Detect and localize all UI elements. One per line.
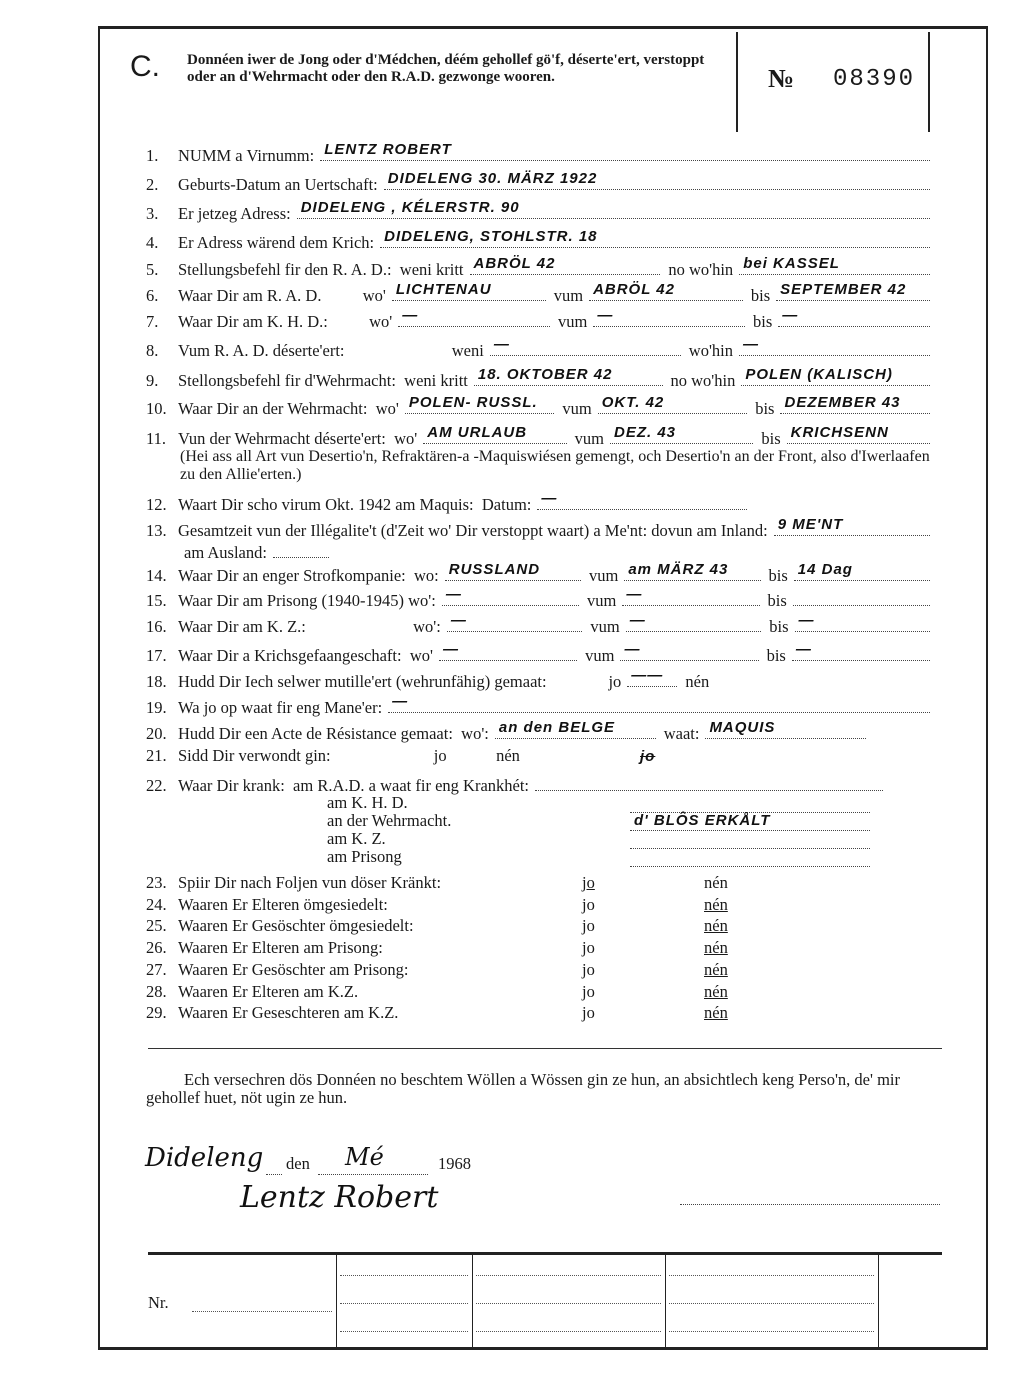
question-label: vum — [588, 566, 619, 585]
section-letter: C. — [130, 50, 160, 83]
question-number: 23. — [146, 873, 167, 892]
question-row — [146, 613, 938, 636]
answer-field[interactable] — [774, 517, 930, 536]
question-label: vum — [585, 646, 615, 665]
answer-field[interactable] — [297, 200, 930, 219]
yes-option[interactable]: jo — [582, 873, 595, 892]
handwritten-answer: — — [743, 336, 760, 353]
handwritten-answer: — — [626, 586, 643, 603]
answer-field[interactable] — [384, 171, 930, 190]
question-row — [146, 720, 938, 743]
abroad-label: am Ausland: — [184, 543, 267, 562]
question-number: 6. — [146, 286, 159, 305]
question-number: 2. — [146, 175, 159, 194]
question-label: Stellongsbefehl fir d'Wehrmacht: weni kritt — [178, 371, 468, 390]
answer-field[interactable] — [778, 308, 930, 327]
question-row — [146, 642, 938, 665]
answer-field[interactable] — [392, 282, 546, 301]
question-number: 14. — [146, 566, 167, 585]
answer-field[interactable] — [794, 562, 930, 581]
divider — [148, 1048, 942, 1049]
answer-field[interactable] — [787, 425, 930, 444]
answer-field[interactable] — [445, 562, 581, 581]
question-label: Waar Dir an enger Strofkompanie: wo: — [178, 566, 439, 585]
answer-field[interactable] — [388, 694, 930, 713]
no-option[interactable]: nén — [704, 1003, 728, 1022]
handwritten-answer: 18. OKTOBER 42 — [477, 366, 613, 383]
no-option[interactable]: nén — [704, 873, 728, 892]
table-field[interactable] — [669, 1303, 874, 1304]
handwritten-answer: — — [798, 612, 815, 629]
yes-no-question — [146, 873, 447, 892]
question-label: Geburts-Datum an Uertschaft: — [178, 175, 378, 194]
yes-option[interactable]: jo — [582, 895, 595, 914]
handwritten-answer: — — [443, 641, 459, 658]
question-label: no wo'hin — [668, 260, 734, 279]
yes-no-question — [146, 916, 420, 935]
question-label: vum — [553, 286, 584, 305]
handwritten-answer: OKT. 42 — [601, 394, 665, 411]
row21-marked-answer: jo — [640, 748, 656, 765]
question-number: 19. — [146, 698, 167, 717]
question-label: Waar Dir am K. H. D.: wo' — [178, 312, 393, 331]
answer-field[interactable] — [776, 282, 930, 301]
signature-name: Lentz Robert — [240, 1180, 439, 1215]
answer-field[interactable] — [624, 562, 760, 581]
handwritten-answer: RUSSLAND — [448, 561, 541, 578]
signature-month: Mé — [345, 1143, 384, 1171]
handwritten-answer: POLEN- RUSSL. — [408, 394, 538, 411]
form-title: Donnéen iwer de Jong oder d'Médchen, déém gehollef gö'f, déserte'ert, verstoppt oder an d'Wehrmacht oder den R.A.D. gezwonge wooren. — [187, 52, 705, 85]
answer-field[interactable] — [474, 367, 663, 386]
question-row — [146, 142, 938, 165]
handwritten-answer: — — [597, 307, 614, 324]
form-number-box — [736, 32, 930, 132]
question-label: Hudd Dir Iech selwer mutille'ert (wehrunfähig) gemaat: jo — [178, 672, 622, 691]
question-label: bis — [767, 591, 787, 610]
question-row — [146, 256, 938, 279]
handwritten-answer: — — [493, 336, 510, 353]
question-label: Hudd Dir een Acte de Résistance gemaat: wo': — [178, 724, 489, 743]
handwritten-answer: — — [541, 490, 558, 507]
question-label: Waar Dir am Prisong (1940-1945) wo': — [178, 591, 436, 610]
nr-label: Nr. — [148, 1293, 169, 1312]
question-label — [755, 495, 932, 514]
question-row — [146, 587, 938, 610]
question-number: 22. — [146, 776, 167, 795]
row11-note: (Hei ass all Art vun Desertio'n, Refraktären-a -Maquiswiésen gemengt, och Desertio'n an der Front, also d'Iwerlaafen zu den Allie'erten.) — [180, 448, 930, 483]
question-label: Waar Dir a Krichsgefaangeschaft: wo' — [178, 646, 433, 665]
table-divider — [336, 1255, 337, 1347]
answer-field[interactable] — [741, 367, 930, 386]
question-label: Stellungsbefehl fir den R. A. D.: weni kritt — [178, 260, 464, 279]
question-row — [146, 367, 938, 390]
handwritten-answer: d' BLÔS ERKÅLT — [634, 812, 771, 829]
question-label: vum — [562, 399, 592, 418]
question-number: 3. — [146, 204, 159, 223]
table-field[interactable] — [669, 1275, 874, 1276]
question-row — [146, 308, 938, 331]
question-label: Waaren Er Geseschteren am K.Z. — [178, 1003, 399, 1022]
question-row — [146, 772, 938, 795]
handwritten-answer: ABRÖL 42 — [593, 281, 675, 298]
answer-field[interactable] — [739, 337, 930, 356]
row13-abroad — [184, 539, 938, 562]
question-row — [146, 229, 938, 252]
answer-field[interactable] — [320, 142, 930, 161]
question-label: Waaren Er Gesöschter ömgesiedelt: — [178, 916, 414, 935]
question-row — [146, 171, 938, 194]
question-label: bis — [755, 399, 775, 418]
question-number: 7. — [146, 312, 159, 331]
question-label — [874, 724, 932, 743]
signature-place: Dideleng — [145, 1143, 264, 1173]
answer-field[interactable] — [610, 425, 753, 444]
question-label: vum — [587, 591, 617, 610]
question-number: 25. — [146, 916, 167, 935]
question-row — [146, 517, 938, 540]
answer-field[interactable] — [593, 308, 745, 327]
handwritten-answer: DEZEMBER 43 — [784, 394, 901, 411]
handwritten-answer: — — [402, 307, 419, 324]
yes-no-question — [146, 938, 389, 957]
question-number: 29. — [146, 1003, 167, 1022]
question-row — [146, 491, 938, 514]
question-label: bis — [769, 617, 789, 636]
question-label: Er Adress wärend dem Krich: — [178, 233, 375, 252]
handwritten-answer: — — [392, 693, 409, 710]
answer-field[interactable] — [626, 613, 762, 632]
question-number: 5. — [146, 260, 159, 279]
question-label: bis — [768, 566, 788, 585]
question-number: 10. — [146, 399, 167, 418]
answer-field[interactable] — [423, 425, 566, 444]
handwritten-answer: DEZ. 43 — [614, 424, 677, 441]
answer-field[interactable] — [439, 642, 577, 661]
question-label: vum — [557, 312, 588, 331]
question-row — [146, 200, 938, 223]
illness-sub-label: am K. H. D. — [327, 793, 408, 812]
question-number: 12. — [146, 495, 167, 514]
no-option[interactable]: nén — [704, 982, 728, 1001]
answer-field[interactable] — [620, 642, 758, 661]
answer-field[interactable] — [405, 395, 555, 414]
handwritten-answer: an den BELGE — [498, 719, 616, 736]
answer-field[interactable] — [792, 642, 930, 661]
answer-field[interactable] — [598, 395, 748, 414]
table-divider — [665, 1255, 666, 1347]
question-label: Waar Dir krank: am R.A.D. a waat fir eng Krankhét: — [178, 776, 530, 795]
question-label: bis — [766, 646, 786, 665]
question-number: 28. — [146, 982, 167, 1001]
answer-field[interactable] — [442, 587, 579, 606]
illness-sub-label: am K. Z. — [327, 829, 386, 848]
question-label: waat: — [663, 724, 700, 743]
question-row — [146, 562, 938, 585]
question-number: 27. — [146, 960, 167, 979]
handwritten-answer: DIDELENG , KÉLERSTR. 90 — [300, 199, 520, 216]
no-option[interactable]: nén — [704, 960, 728, 979]
no-option[interactable]: nén — [704, 895, 728, 914]
den-label: den — [286, 1154, 310, 1173]
handwritten-answer: — — [450, 612, 467, 629]
question-number: 8. — [146, 341, 159, 360]
question-number: 21. — [146, 746, 167, 765]
question-label: bis — [761, 429, 781, 448]
question-number: 1. — [146, 146, 159, 165]
question-number: 16. — [146, 617, 167, 636]
place-dots — [266, 1156, 282, 1175]
answer-field[interactable] — [537, 491, 746, 510]
question-label: Wa jo op waat fir eng Mane'er: — [178, 698, 383, 717]
answer-field[interactable] — [622, 587, 759, 606]
table-field[interactable] — [476, 1275, 661, 1276]
yes-no-question — [146, 895, 394, 914]
question-label: Vun der Wehrmacht déserte'ert: wo' — [178, 429, 418, 448]
no-option[interactable]: nén — [704, 916, 728, 935]
table-divider — [878, 1255, 879, 1347]
handwritten-answer: 9 ME'NT — [777, 516, 844, 533]
table-field[interactable] — [340, 1275, 468, 1276]
illness-sub-label: am Prisong — [327, 847, 402, 866]
handwritten-answer: — — [795, 641, 812, 658]
handwritten-answer: AM URLAUB — [427, 424, 528, 441]
answer-field[interactable] — [470, 256, 661, 275]
question-label: Waart Dir scho virum Okt. 1942 am Maquis: Datum: — [178, 495, 532, 514]
answer-field[interactable] — [398, 308, 550, 327]
question-label: NUMM a Virnumm: — [178, 146, 315, 165]
answer-field[interactable] — [535, 772, 883, 791]
question-label: Waaren Er Gesöschter am Prisong: — [178, 960, 409, 979]
yes-option[interactable]: jo — [582, 982, 595, 1001]
yes-option[interactable]: jo — [582, 938, 595, 957]
question-number: 24. — [146, 895, 167, 914]
answer-field[interactable] — [739, 256, 930, 275]
question-label: Waaren Er Elteren am K.Z. — [178, 982, 359, 1001]
form-number: 08390 — [833, 66, 916, 93]
question-row — [146, 337, 938, 360]
handwritten-answer: LICHTENAU — [395, 281, 492, 298]
question-row — [146, 425, 938, 448]
handwritten-answer: — — [782, 307, 799, 324]
handwritten-answer: ABRÖL 42 — [473, 255, 556, 272]
answer-field[interactable] — [627, 668, 677, 687]
number-sign: № — [768, 64, 795, 93]
question-label: Spiir Dir nach Foljen vun döser Kränkt: — [178, 873, 442, 892]
signature-dots — [680, 1186, 940, 1205]
yes-option[interactable]: jo — [582, 1003, 595, 1022]
nr-field[interactable] — [192, 1295, 332, 1312]
yes-no-question — [146, 982, 364, 1001]
answer-field[interactable] — [780, 395, 930, 414]
question-number: 15. — [146, 591, 167, 610]
footer-table — [148, 1252, 942, 1347]
answer-field[interactable] — [380, 229, 930, 248]
question-label: Waaren Er Elteren am Prisong: — [178, 938, 383, 957]
answer-field[interactable] — [495, 720, 656, 739]
question-row — [146, 694, 938, 717]
question-row — [146, 668, 938, 691]
yes-option[interactable]: jo — [582, 916, 595, 935]
answer-field[interactable] — [490, 337, 681, 356]
question-label: vum — [590, 617, 620, 636]
illness-field[interactable] — [630, 848, 870, 867]
question-label: Waaren Er Elteren ömgesiedelt: — [178, 895, 388, 914]
table-divider — [472, 1255, 473, 1347]
handwritten-answer: DIDELENG, STOHLSTR. 18 — [384, 228, 598, 245]
table-field[interactable] — [476, 1331, 661, 1332]
question-label: Vum R. A. D. déserte'ert: weni — [178, 341, 484, 360]
question-row — [146, 282, 938, 305]
question-label: vum — [574, 429, 604, 448]
question-number: 9. — [146, 371, 159, 390]
handwritten-answer: KRICHSENN — [790, 424, 889, 441]
question-label: Waar Dir an der Wehrmacht: wo' — [178, 399, 399, 418]
answer-field[interactable] — [447, 613, 583, 632]
handwritten-answer: — — [629, 612, 646, 629]
question-label: bis — [753, 312, 773, 331]
illness-field[interactable] — [630, 794, 870, 813]
table-field[interactable] — [476, 1303, 661, 1304]
yes-no-question — [146, 960, 415, 979]
yes-option[interactable]: jo — [582, 960, 595, 979]
handwritten-answer: —— — [631, 667, 664, 684]
handwritten-answer: — — [624, 641, 641, 658]
handwritten-answer: SEPTEMBER 42 — [780, 281, 907, 298]
handwritten-answer: — — [445, 586, 462, 603]
handwritten-answer: LENTZ ROBERT — [324, 141, 452, 158]
handwritten-answer: POLEN (KALISCH) — [745, 366, 893, 383]
question-label: Sidd Dir verwondt gin: jo nén — [178, 746, 520, 765]
question-label: wo'hin — [688, 341, 734, 360]
illness-sub-label: an der Wehrmacht. — [327, 811, 452, 830]
question-number: 18. — [146, 672, 167, 691]
illness-field[interactable] — [630, 830, 870, 849]
answer-field[interactable] — [589, 282, 743, 301]
question-label: Waar Dir am R. A. D. wo' — [178, 286, 386, 305]
question-label: no wo'hin — [670, 371, 736, 390]
question-label: Gesamtzeit vun der Illégalite't (d'Zeit wo' Dir verstoppt waart) a Me'nt: dovun am Inland: — [178, 521, 768, 540]
handwritten-answer: am MÄRZ 43 — [628, 561, 729, 578]
abroad-field[interactable] — [273, 539, 329, 558]
question-number: 17. — [146, 646, 167, 665]
question-number: 11. — [146, 429, 167, 448]
table-field[interactable] — [669, 1331, 874, 1332]
table-field[interactable] — [340, 1331, 468, 1332]
yes-no-question — [146, 1003, 404, 1022]
no-option[interactable]: nén — [704, 938, 728, 957]
handwritten-answer: bei KASSEL — [743, 255, 840, 272]
answer-field[interactable] — [705, 720, 866, 739]
question-number: 26. — [146, 938, 167, 957]
handwritten-answer: MAQUIS — [709, 719, 776, 736]
question-label: Waar Dir am K. Z.: wo': — [178, 617, 441, 636]
question-number: 20. — [146, 724, 167, 743]
question-row — [146, 395, 938, 418]
handwritten-answer: 14 Dag — [797, 561, 853, 578]
answer-field[interactable] — [795, 613, 931, 632]
answer-field[interactable] — [793, 587, 930, 606]
question-row — [146, 746, 938, 765]
handwritten-answer: DIDELENG 30. MÄRZ 1922 — [387, 170, 598, 187]
question-number: 4. — [146, 233, 159, 252]
question-label: nén — [685, 672, 932, 691]
question-label — [891, 776, 932, 795]
declaration: Ech versechren dös Donnéen no beschtem Wöllen a Wössen gin ze hun, an absichtlech keng Perso'n, de' mir gehollef huet, nöt ugin ze hun. — [146, 1070, 901, 1107]
question-label: bis — [750, 286, 771, 305]
illness-field[interactable] — [630, 812, 870, 831]
table-field[interactable] — [340, 1303, 468, 1304]
signature-year: 1968 — [438, 1154, 471, 1173]
question-label: Er jetzeg Adress: — [178, 204, 291, 223]
question-number: 13. — [146, 521, 167, 540]
